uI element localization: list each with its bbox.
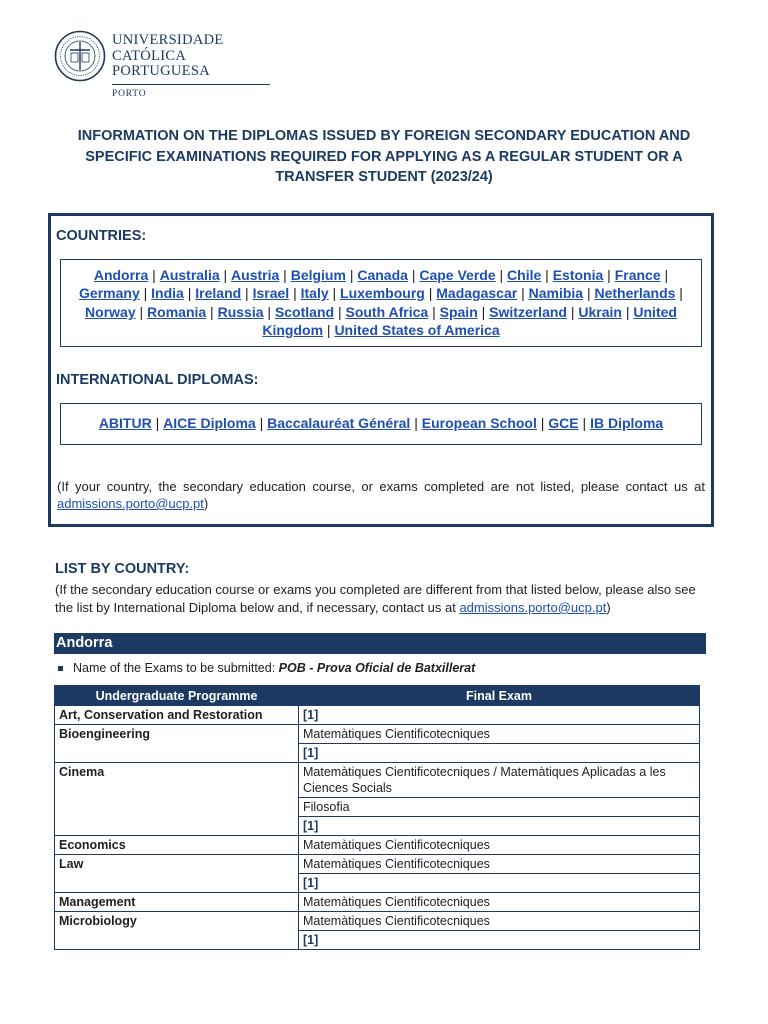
link-separator: | bbox=[410, 415, 422, 431]
link-separator: | bbox=[334, 303, 346, 320]
link-separator: | bbox=[328, 285, 341, 302]
logo-line-3: PORTUGUESA bbox=[112, 63, 211, 79]
header-programme: Undergraduate Programme bbox=[55, 686, 299, 706]
exams-bullet bbox=[58, 661, 475, 675]
link-separator: | bbox=[139, 285, 152, 302]
countries-heading: COUNTRIES: bbox=[56, 228, 147, 244]
country-link-chile[interactable]: Chile bbox=[507, 267, 542, 283]
link-separator: | bbox=[541, 267, 553, 283]
contact-email-link[interactable]: admissions.porto@ucp.pt bbox=[57, 496, 204, 511]
exam-reference: [1] bbox=[299, 744, 700, 763]
country-link-russia[interactable]: Russia bbox=[217, 303, 264, 320]
list-note-close: ) bbox=[606, 600, 611, 615]
link-separator: | bbox=[428, 303, 440, 320]
index-box bbox=[48, 213, 714, 527]
programme-cell: Cinema bbox=[55, 763, 299, 836]
exam-reference: [1] bbox=[299, 874, 700, 893]
country-link-namibia[interactable]: Namibia bbox=[528, 285, 584, 302]
exam-reference: [1] bbox=[299, 706, 700, 725]
bullet-square-icon bbox=[58, 666, 63, 671]
diplomas-heading: INTERNATIONAL DIPLOMAS: bbox=[56, 372, 259, 388]
country-link-south-africa[interactable]: South Africa bbox=[345, 303, 429, 320]
contact-note bbox=[57, 478, 705, 512]
country-link-united-states-of-america[interactable]: United States of America bbox=[334, 321, 500, 338]
country-link-cape-verde[interactable]: Cape Verde bbox=[419, 267, 496, 283]
university-seal-icon bbox=[54, 30, 106, 82]
link-separator: | bbox=[263, 303, 275, 320]
link-separator: | bbox=[536, 415, 549, 431]
exam-cell: Matemàtiques Cientificotecniques bbox=[299, 912, 700, 931]
country-link-india[interactable]: India bbox=[151, 285, 184, 302]
country-link-ireland[interactable]: Ireland bbox=[195, 285, 242, 302]
list-note bbox=[55, 581, 710, 617]
contact-note-close: ) bbox=[203, 496, 209, 511]
exam-reference: [1] bbox=[299, 931, 700, 950]
link-separator: | bbox=[148, 267, 160, 283]
link-separator: | bbox=[219, 267, 232, 283]
country-link-australia[interactable]: Australia bbox=[159, 267, 220, 283]
country-link-ukrain[interactable]: Ukrain bbox=[578, 303, 622, 320]
exams-value: POB - Prova Oficial de Batxillerat bbox=[278, 661, 476, 675]
university-logo bbox=[54, 30, 224, 102]
country-link-netherlands[interactable]: Netherlands bbox=[594, 285, 676, 302]
exam-reference: [1] bbox=[299, 817, 700, 836]
link-separator: | bbox=[151, 415, 164, 431]
link-separator: | bbox=[255, 415, 268, 431]
countries-link-list bbox=[60, 259, 702, 347]
diplomas-link-list bbox=[60, 403, 702, 445]
list-by-country-heading: LIST BY COUNTRY: bbox=[55, 561, 190, 577]
link-separator: | bbox=[241, 285, 253, 302]
link-separator: | bbox=[279, 267, 291, 283]
exams-table bbox=[54, 685, 700, 950]
country-link-austria[interactable]: Austria bbox=[231, 267, 280, 283]
diploma-link-aice-diploma[interactable]: AICE Diploma bbox=[163, 415, 256, 431]
link-separator: | bbox=[675, 285, 683, 302]
logo-wordmark bbox=[112, 33, 224, 80]
link-separator: | bbox=[424, 285, 437, 302]
exam-cell: Matemàtiques Cientificotecniques bbox=[299, 725, 700, 744]
diploma-link-abitur[interactable]: ABITUR bbox=[98, 415, 152, 431]
logo-divider bbox=[112, 84, 270, 85]
programme-cell: Management bbox=[55, 893, 299, 912]
exam-cell: Matemàtiques Cientificotecniques bbox=[299, 836, 700, 855]
country-link-andorra[interactable]: Andorra bbox=[93, 267, 149, 283]
table-row bbox=[55, 912, 700, 931]
programme-cell: Art, Conservation and Restoration bbox=[55, 706, 299, 725]
diploma-link-european-school[interactable]: European School bbox=[421, 415, 537, 431]
logo-porto: PORTO bbox=[112, 89, 147, 99]
logo-line-1: UNIVERSIDADE bbox=[112, 32, 224, 48]
link-separator: | bbox=[495, 267, 508, 283]
table-row bbox=[55, 893, 700, 912]
country-link-estonia[interactable]: Estonia bbox=[552, 267, 604, 283]
list-email-link[interactable]: admissions.porto@ucp.pt bbox=[459, 600, 607, 615]
exam-cell: Matemàtiques Cientificotecniques / Matemàtiques Aplicadas a les Ciences Socials bbox=[299, 763, 700, 798]
programme-cell: Economics bbox=[55, 836, 299, 855]
contact-note-text: (If your country, the secondary education course, or exams completed are not listed, please contact us at bbox=[57, 479, 705, 494]
table-row bbox=[55, 725, 700, 744]
link-separator: | bbox=[621, 303, 634, 320]
country-link-belgium[interactable]: Belgium bbox=[290, 267, 346, 283]
table-row bbox=[55, 836, 700, 855]
link-separator: | bbox=[566, 303, 579, 320]
link-separator: | bbox=[289, 285, 301, 302]
diploma-link-ib-diploma[interactable]: IB Diploma bbox=[590, 415, 664, 431]
link-separator: | bbox=[517, 285, 529, 302]
link-separator: | bbox=[183, 285, 196, 302]
link-separator: | bbox=[660, 267, 669, 283]
exam-cell: Filosofia bbox=[299, 798, 700, 817]
programme-cell: Microbiology bbox=[55, 912, 299, 950]
country-link-canada[interactable]: Canada bbox=[357, 267, 408, 283]
link-separator: | bbox=[578, 415, 591, 431]
country-link-romania[interactable]: Romania bbox=[147, 303, 207, 320]
exams-label: Name of the Exams to be submitted: bbox=[73, 661, 276, 675]
table-header-row bbox=[55, 686, 700, 706]
country-link-france[interactable]: France bbox=[614, 267, 661, 283]
diploma-link-gce[interactable]: GCE bbox=[548, 415, 579, 431]
country-link-italy[interactable]: Italy bbox=[300, 285, 329, 302]
country-link-luxembourg[interactable]: Luxembourg bbox=[340, 285, 425, 302]
programme-cell: Law bbox=[55, 855, 299, 893]
country-link-united-kingdom[interactable]: United Kingdom bbox=[262, 303, 677, 338]
link-separator: | bbox=[206, 303, 218, 320]
country-link-israel[interactable]: Israel bbox=[252, 285, 290, 302]
table-row bbox=[55, 763, 700, 798]
country-link-spain[interactable]: Spain bbox=[439, 303, 478, 320]
country-link-switzerland[interactable]: Switzerland bbox=[489, 303, 567, 320]
link-separator: | bbox=[323, 321, 335, 338]
document-title: INFORMATION ON THE DIPLOMAS ISSUED BY FOREIGN SECONDARY EDUCATION AND SPECIFIC EXAMINATIONS REQUIRED FOR APPLYING AS A REGULAR STUDENT OR A TRANSFER STUDENT (2023/24) bbox=[77, 128, 691, 185]
country-link-germany[interactable]: Germany bbox=[79, 285, 140, 302]
table-row bbox=[55, 855, 700, 874]
exam-cell: Matemàtiques Cientificotecniques bbox=[299, 855, 700, 874]
country-link-scotland[interactable]: Scotland bbox=[274, 303, 335, 320]
logo-line-2: CATÓLICA bbox=[112, 47, 187, 64]
country-link-norway[interactable]: Norway bbox=[85, 303, 136, 320]
diploma-link-baccalaur-at-g-n-ral[interactable]: Baccalauréat Général bbox=[267, 415, 411, 431]
list-note-text: (If the secondary education course or exams you completed are different from that listed below, please also see the list by International Diploma below and, if necessary, contact us at bbox=[55, 582, 696, 615]
link-separator: | bbox=[583, 285, 595, 302]
country-section-andorra: Andorra bbox=[54, 633, 706, 654]
link-separator: | bbox=[477, 303, 490, 320]
header-final-exam: Final Exam bbox=[299, 686, 700, 706]
link-separator: | bbox=[135, 303, 148, 320]
link-separator: | bbox=[407, 267, 420, 283]
link-separator: | bbox=[345, 267, 358, 283]
programme-cell: Bioengineering bbox=[55, 725, 299, 763]
country-link-madagascar[interactable]: Madagascar bbox=[436, 285, 518, 302]
exam-cell: Matemàtiques Cientificotecniques bbox=[299, 893, 700, 912]
link-separator: | bbox=[603, 267, 615, 283]
table-row bbox=[55, 706, 700, 725]
